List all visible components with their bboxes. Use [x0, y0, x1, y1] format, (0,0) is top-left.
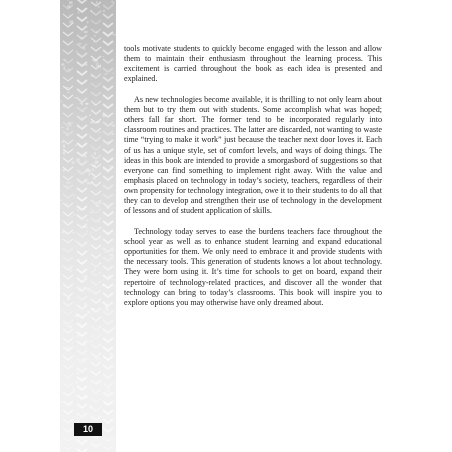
paragraph-3: Technology today serves to ease the burdens teachers face throughout the school year as well as to enhance student learning and expand educational opportunities for them. We only need to embrace it and provide students with the necessary tools. This generation of students knows a lot about technology. They were born using it. It’s time for schools to get on board, expand their repertoire of technology-related practices, and discover all the wonder that technology can bring to today’s classrooms. This book will inspire you to explore options you may otherwise have only dreamed about. — [124, 226, 382, 307]
paragraph-2: As new technologies become available, it is thrilling to not only learn about them but to try them out with students. Some accomplish what was hoped; others fall far short. The former tend to be incorporated regularly into classroom routines and practices. The latter are discarded, not wanting to waste time “trying to make it work” just because the teacher next door loves it. Each of us has a unique style, set of comfort levels, and ways of doing things. The ideas in this book are intended to provide a smorgasbord of suggestions so that everyone can find something to implement right away. With the value and emphasis placed on technology in today’s society, teachers, regardless of their own propensity for technology integration, owe it to their students to do all that they can to develop and strengthen their use of technology in the development of lessons and of student application of skills. — [124, 94, 382, 216]
paragraph-1: tools motivate students to quickly become engaged with the lesson and allow them to maintain their enthusiasm throughout the learning process. This excitement is carried throughout the book as each idea is presented and explained. — [124, 44, 382, 84]
decorative-sidebar — [60, 0, 116, 452]
book-page — [60, 0, 392, 452]
page-number: 10 — [74, 423, 102, 436]
body-text — [124, 44, 382, 318]
tire-track-pattern-icon — [60, 0, 116, 452]
